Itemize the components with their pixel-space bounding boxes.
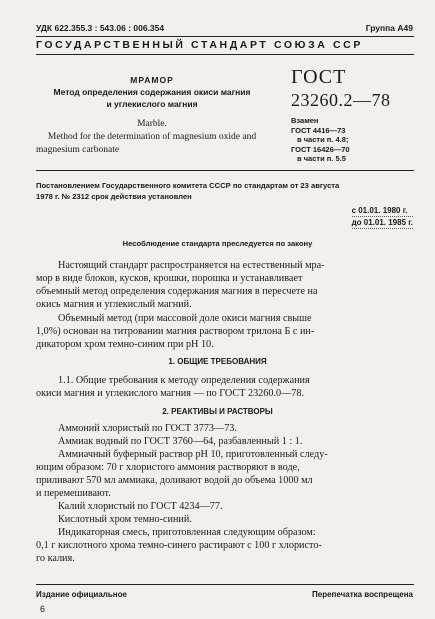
text-line: Кислотный хром темно-синий. xyxy=(58,514,192,525)
text-line: Калий хлористый по ГОСТ 4234—77. xyxy=(58,501,223,512)
replaces-block xyxy=(291,116,406,164)
title-russian xyxy=(36,74,268,110)
text-line: Объемный метод (при массовой доле окиси магния свыше xyxy=(58,313,312,324)
title-ru-line: МРАМОР xyxy=(130,75,174,85)
page-number: 6 xyxy=(40,604,46,614)
title-en-line: Method for the determination of magnesium oxide and xyxy=(47,132,257,142)
replaces-line: ГОСТ 16426—70 xyxy=(291,144,350,154)
group-code: Группа А49 xyxy=(365,23,413,33)
replaces-line: в части п. 5.5 xyxy=(297,154,346,163)
title-english xyxy=(36,118,268,157)
gost-label: ГОСТ xyxy=(291,66,347,88)
text-line: дикатором хром темно-синим при pH 10. xyxy=(36,339,214,350)
replaces-line: в части п. 4.8; xyxy=(297,135,349,144)
decree-text xyxy=(36,180,416,202)
text-line: Индикаторная смесь, приготовленная следующим образом: xyxy=(58,527,316,538)
text-line: мор в виде блоков, кусков, крошки, порошка и устанавливает xyxy=(36,273,303,284)
decree-line: 1978 г. № 2312 срок действия установлен xyxy=(36,192,192,201)
title-en-line: Marble. xyxy=(137,119,167,129)
text-line: объемный метод определения содержания магния в пересчете на xyxy=(36,286,318,297)
reprint-note: Перепечатка воспрещена xyxy=(312,590,413,599)
text-line: приливают 570 мл аммиака, доливают водой до объема 1000 мл xyxy=(36,475,313,486)
header-rule xyxy=(36,54,414,55)
top-rule xyxy=(36,36,414,37)
udk-code: УДК 622.355.3 : 543.06 : 006.354 xyxy=(36,23,165,33)
date-to: до 01.01. 1985 г. xyxy=(351,218,413,227)
date-from: с 01.01. 1980 г. xyxy=(352,205,413,217)
text-line: окиси магния и углекислого магния — по ГОСТ 23260.0—78. xyxy=(36,388,305,399)
method-paragraph xyxy=(36,312,413,351)
gost-number: 23260.2—78 xyxy=(291,90,391,110)
section-heading: 1. ОБЩИЕ ТРЕБОВАНИЯ xyxy=(168,357,267,366)
standard-header: ГОСУДАРСТВЕННЫЙ СТАНДАРТ СОЮЗА ССР xyxy=(36,39,363,51)
replaces-line: ГОСТ 4416—73 xyxy=(291,125,346,135)
violation-notice: Несоблюдение стандарта преследуется по закону xyxy=(122,239,313,248)
text-line: Настоящий стандарт распространяется на естественный мра- xyxy=(58,260,325,271)
title-ru-line: Метод определения содержания окиси магния xyxy=(53,87,251,97)
title-rule xyxy=(36,170,414,171)
text-line: го калия. xyxy=(36,553,75,564)
gost-block xyxy=(291,66,406,164)
text-line: Аммоний хлористый по ГОСТ 3773—73. xyxy=(58,423,237,434)
validity-dates xyxy=(352,205,413,229)
text-line: Аммиачный буферный раствор pH 10, приготовленный следу- xyxy=(58,449,328,460)
replaces-label: Взамен xyxy=(291,116,319,125)
reagents-list xyxy=(36,422,413,565)
text-line: 1.1. Общие требования к методу определения содержания xyxy=(58,375,310,386)
decree-line: Постановлением Государственного комитета СССР по стандартам от 23 августа xyxy=(36,181,340,190)
text-line: 1,0%) основан на титровании магния раствором трилона Б с ин- xyxy=(36,326,315,337)
text-line: Аммиак водный по ГОСТ 3760—64, разбавленный 1 : 1. xyxy=(58,436,303,447)
text-line: окись магния и углекислый магний. xyxy=(36,299,192,310)
general-requirements xyxy=(36,374,413,400)
edition-note: Издание официальное xyxy=(36,590,127,599)
text-line: ющим образом: 70 г хлористого аммония растворяют в воде, xyxy=(36,462,300,473)
title-ru-line: и углекислого магния xyxy=(106,99,198,109)
text-line: 0,1 г кислотного хрома темно-синего растирают с 100 г хлористо- xyxy=(36,540,322,551)
footer-rule xyxy=(36,584,414,585)
title-block xyxy=(36,74,268,157)
section-heading: 2. РЕАКТИВЫ И РАСТВОРЫ xyxy=(162,407,273,416)
title-en-line: magnesium carbonate xyxy=(36,145,120,155)
text-line: и перемешивают. xyxy=(36,488,111,499)
intro-paragraph xyxy=(36,259,413,311)
